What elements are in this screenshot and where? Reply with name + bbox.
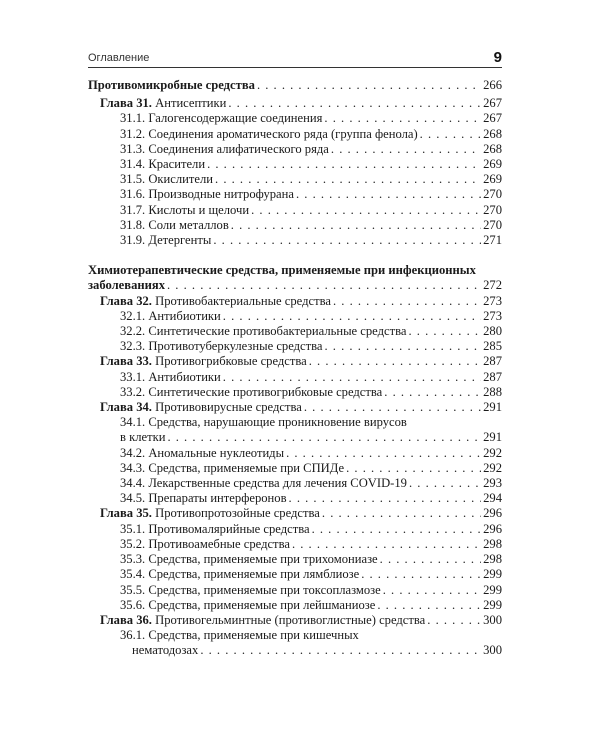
dot-leader (427, 613, 481, 628)
item-title: 31.8. Соли металлов (120, 217, 229, 232)
page-ref: 268 (483, 126, 502, 141)
dot-leader (322, 506, 481, 521)
toc-section[interactable] (88, 278, 502, 293)
item-title: 31.7. Кислоты и щелочи (120, 202, 250, 217)
dot-leader (167, 278, 481, 293)
dot-leader (408, 324, 481, 339)
toc-item[interactable] (88, 537, 502, 552)
toc-item[interactable] (88, 461, 502, 476)
dot-leader (331, 142, 481, 157)
dot-leader (304, 400, 481, 415)
toc-item[interactable] (88, 324, 502, 339)
page-ref: 270 (483, 187, 502, 202)
page-ref: 272 (483, 278, 502, 293)
page-ref: 300 (483, 612, 502, 627)
chapter-title: Противогрибковые средства (155, 354, 307, 369)
toc-chapter[interactable] (88, 354, 502, 369)
dot-leader (213, 233, 481, 248)
dot-leader (292, 537, 481, 552)
dot-leader (312, 522, 482, 537)
section-title: Противомикробные средства (88, 78, 255, 92)
page-ref: 273 (483, 293, 502, 308)
page-ref: 299 (483, 567, 502, 582)
toc-item[interactable] (88, 522, 502, 537)
section-title-line: Химиотерапевтические средства, применяемые при инфекционных (88, 263, 476, 278)
dot-leader (377, 598, 481, 613)
dot-leader (207, 157, 481, 172)
dot-leader (409, 476, 481, 491)
page-ref: 268 (483, 141, 502, 156)
item-title: 34.5. Препараты интерферонов (120, 491, 287, 506)
toc-item[interactable] (88, 127, 502, 142)
item-title: 35.1. Противомалярийные средства (120, 521, 310, 536)
toc-item[interactable] (88, 142, 502, 157)
table-of-contents (88, 78, 502, 659)
page-ref: 296 (483, 506, 502, 521)
chapter-title: Противовирусные средства (155, 400, 302, 415)
item-title: 35.2. Противоамебные средства (120, 536, 290, 551)
dot-leader (228, 96, 481, 111)
item-title: 31.3. Соединения алифатического ряда (120, 141, 329, 156)
toc-item[interactable] (88, 567, 502, 582)
item-title: 31.1. Галогенсодержащие соединения (120, 111, 323, 126)
dot-leader (257, 78, 481, 93)
dot-leader (167, 430, 481, 445)
dot-leader (346, 461, 481, 476)
dot-leader (289, 491, 482, 506)
page-number: 9 (493, 49, 502, 66)
page-ref: 267 (483, 96, 502, 111)
item-title: 35.5. Средства, применяемые при токсоплазмозе (120, 582, 381, 597)
dot-leader (383, 583, 481, 598)
running-title: Оглавление (88, 52, 150, 64)
dot-leader (324, 111, 481, 126)
item-title: 35.4. Средства, применяемые при лямблиозе (120, 567, 360, 582)
toc-item[interactable] (88, 218, 502, 233)
dot-leader (251, 203, 481, 218)
toc-item[interactable] (88, 111, 502, 126)
page-ref: 299 (483, 582, 502, 597)
dot-leader (215, 172, 481, 187)
chapter-label: Глава 35. (100, 506, 152, 521)
page-ref: 269 (483, 157, 502, 172)
page-ref: 291 (483, 430, 502, 445)
page-ref: 285 (483, 339, 502, 354)
dot-leader (223, 309, 481, 324)
toc-section[interactable] (88, 78, 502, 93)
dot-leader (231, 218, 481, 233)
item-title: нематодозах (132, 643, 199, 658)
item-title: 32.1. Антибиотики (120, 308, 221, 323)
toc-item[interactable] (88, 187, 502, 202)
chapter-title: Противопротозойные средства (155, 506, 320, 521)
toc-chapter[interactable] (88, 613, 502, 628)
dot-leader (200, 643, 481, 658)
page-ref: 287 (483, 369, 502, 384)
item-title: 31.5. Окислители (120, 172, 214, 187)
page-ref: 300 (483, 643, 502, 658)
chapter-label: Глава 33. (100, 354, 152, 369)
item-title: 31.4. Красители (120, 157, 206, 172)
toc-item[interactable] (88, 430, 502, 445)
page-ref: 299 (483, 597, 502, 612)
dot-leader (223, 370, 481, 385)
toc-item[interactable] (88, 446, 502, 461)
item-title: 32.3. Противотуберкулезные средства (120, 339, 323, 354)
item-title: 33.1. Антибиотики (120, 369, 221, 384)
page-ref: 270 (483, 217, 502, 232)
page-ref: 288 (483, 384, 502, 399)
page-ref: 293 (483, 476, 502, 491)
item-title: 31.2. Соединения ароматического ряда (группа фенола) (120, 126, 418, 141)
item-title: в клетки (120, 430, 166, 445)
toc-item[interactable] (88, 233, 502, 248)
page-ref: 298 (483, 552, 502, 567)
page-ref: 292 (483, 445, 502, 460)
item-title: 35.3. Средства, применяемые при трихомониазе (120, 552, 378, 567)
item-title: 31.9. Детергенты (120, 233, 212, 248)
toc-chapter[interactable] (88, 294, 502, 309)
toc-item[interactable] (88, 643, 502, 658)
page-ref: 287 (483, 354, 502, 369)
toc-item[interactable] (88, 552, 502, 567)
chapter-label: Глава 32. (100, 293, 152, 308)
dot-leader (380, 552, 481, 567)
item-title: 35.6. Средства, применяемые при лейшманиозе (120, 597, 376, 612)
chapter-label: Глава 31. (100, 96, 152, 111)
toc-item[interactable] (88, 339, 502, 354)
page-ref: 269 (483, 172, 502, 187)
page-ref: 294 (483, 491, 502, 506)
toc-chapter[interactable] (88, 96, 502, 111)
toc-item[interactable] (88, 309, 502, 324)
section-title: заболеваниях (88, 278, 165, 293)
toc-chapter[interactable] (88, 506, 502, 521)
item-title: 34.3. Средства, применяемые при СПИДе (120, 460, 345, 475)
page-ref: 271 (483, 233, 502, 248)
dot-leader (384, 385, 481, 400)
dot-leader (361, 567, 481, 582)
chapter-label: Глава 36. (100, 612, 152, 627)
item-title: 34.4. Лекарственные средства для лечения COVID-19 (120, 476, 407, 491)
dot-leader (296, 187, 481, 202)
page-ref: 280 (483, 324, 502, 339)
item-title: 34.2. Аномальные нуклеотиды (120, 445, 285, 460)
toc-item[interactable] (88, 491, 502, 506)
dot-leader (286, 446, 481, 461)
page-ref: 296 (483, 521, 502, 536)
toc-item[interactable] (88, 598, 502, 613)
chapter-title: Противогельминтные (противоглистные) средства (155, 612, 426, 627)
page-ref: 267 (483, 111, 502, 126)
toc-item[interactable] (88, 385, 502, 400)
chapter-label: Глава 34. (100, 400, 152, 415)
page-ref: 291 (483, 400, 502, 415)
item-title-line: 34.1. Средства, нарушающие проникновение вирусов (120, 415, 407, 430)
toc-item[interactable] (88, 370, 502, 385)
page-ref: 298 (483, 536, 502, 551)
dot-leader (325, 339, 482, 354)
toc-item[interactable] (88, 157, 502, 172)
item-title: 33.2. Синтетические противогрибковые средства (120, 384, 383, 399)
toc-item[interactable] (88, 476, 502, 491)
page-ref: 273 (483, 308, 502, 323)
chapter-title: Противобактериальные средства (155, 293, 331, 308)
page-header (88, 45, 502, 68)
toc-item[interactable] (88, 172, 502, 187)
dot-leader (333, 294, 481, 309)
dot-leader (420, 127, 481, 142)
page-ref: 270 (483, 202, 502, 217)
dot-leader (309, 354, 481, 369)
toc-item[interactable] (88, 583, 502, 598)
item-title-line: 36.1. Средства, применяемые при кишечных (120, 628, 359, 643)
item-title: 32.2. Синтетические противобактериальные средства (120, 324, 407, 339)
toc-item[interactable] (88, 203, 502, 218)
page-ref: 266 (483, 78, 502, 92)
toc-chapter[interactable] (88, 400, 502, 415)
item-title: 31.6. Производные нитрофурана (120, 187, 294, 202)
page-ref: 292 (483, 460, 502, 475)
chapter-title: Антисептики (155, 96, 227, 111)
